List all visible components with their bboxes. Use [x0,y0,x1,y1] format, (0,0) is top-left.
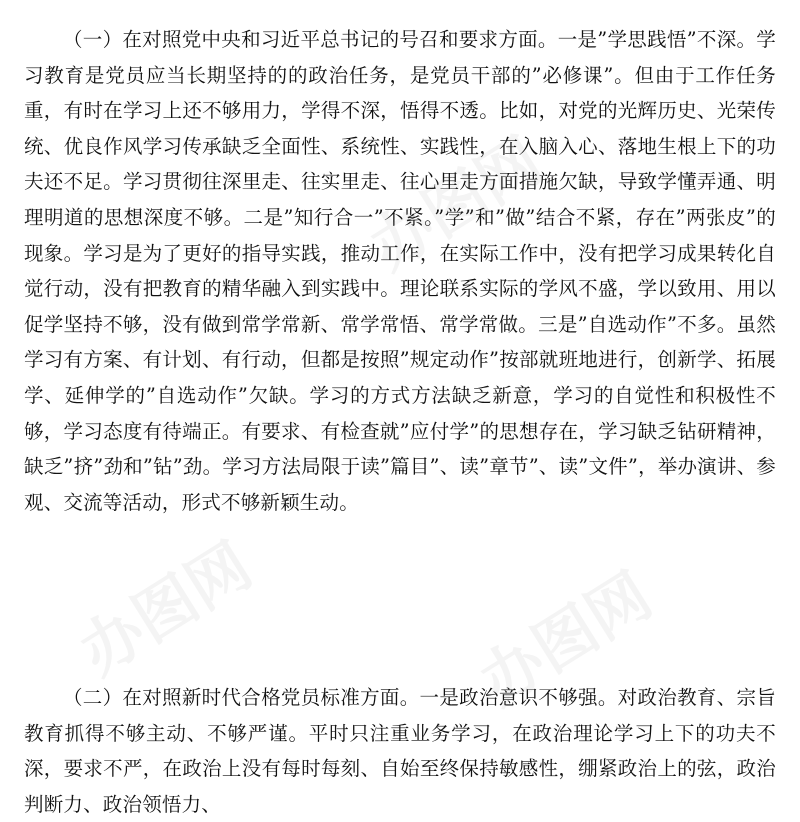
watermark: 办图网 [357,123,554,284]
paragraph-section-one: （一）在对照党中央和习近平总书记的号召和要求方面。一是”学思践悟”不深。学习教育是党员应当长期坚持的的政治任务，是党员干部的”必修课”。但由于工作任务重，有时在学习上还不够用力，学得不深，悟得不透。比如，对党的光辉历史、光荣传统、优良作风学习传承缺乏全面性、系统性、实践性，在入脑入心、落地生根上下的功夫还不足。学习贯彻往深里走、往实里走、往心里走方面措施欠缺，导致学懂弄通、明理明道的思想深度不够。二是”知行合一”不紧。”学”和”做”结合不紧，存在”两张皮”的现象。学习是为了更好的指导实践，推动工作，在实际工作中，没有把学习成果转化自觉行动，没有把教育的精华融入到实践中。理论联系实际的学风不盛，学以致用、用以促学坚持不够，没有做到常学常新、常学常悟、常学常做。三是”自选动作”不多。虽然学习有方案、有计划、有行动，但都是按照”规定动作”按部就班地进行，创新学、拓展学、延伸学的”自选动作”欠缺。学习的方式方法缺乏新意，学习的自觉性和积极性不够，学习态度有待端正。有要求、有检查就”应付学”的思想存在，学习缺乏钻研精神，缺乏”挤”劲和”钻”劲。学习方法局限于读”篇目”、读”章节”、读”文件”，举办演讲、参观、交流等活动，形式不够新颖生动。 [24,28,776,514]
watermark: 办图网 [67,528,264,689]
paragraph-section-two: （二）在对照新时代合格党员标准方面。一是政治意识不够强。对政治教育、宗旨教育抓得不够主动、不够严谨。平时只注重业务学习，在政治理论学习上下的功夫不深，要求不严，在政治上没有每时每刻、自始至终保持敏感性，绷紧政治上的弦，政治判断力、政治领悟力、 [24,686,776,816]
watermark: 办图网 [467,558,664,719]
